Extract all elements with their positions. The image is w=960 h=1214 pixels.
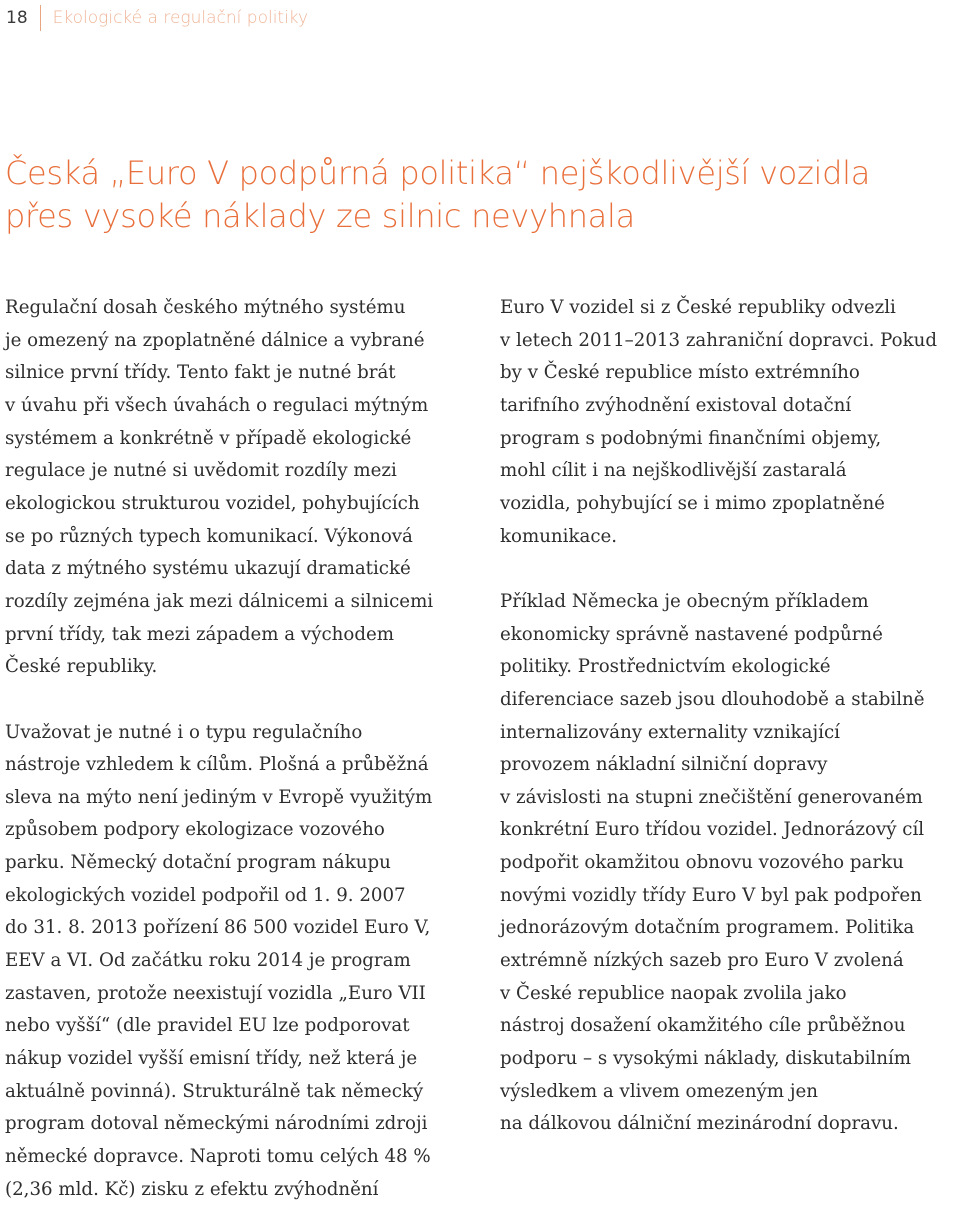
text-line: sleva na mýto není jediným v Evropě využitým [5, 786, 433, 808]
paragraph [500, 586, 958, 1141]
text-line: program s podobnými finančními objemy, [500, 427, 882, 449]
text-line: regulace je nutné si uvědomit rozdíly mezi [5, 460, 397, 482]
section-name: Ekologické a regulační politiky [52, 8, 309, 28]
text-line: v závislosti na stupni znečištění generovaném [500, 786, 923, 808]
text-line: nástroj dosažení okamžitého cíle průběžnou [500, 1015, 906, 1037]
paragraph [500, 292, 958, 553]
text-line: novými vozidly třídy Euro V byl pak podpořen [500, 884, 922, 906]
text-line: podporu – s vysokými náklady, diskutabilním [500, 1048, 912, 1070]
text-line: Příklad Německa je obecným příkladem [500, 590, 869, 612]
text-line: komunikace. [500, 525, 618, 547]
text-line: rozdíly zejména jak mezi dálnicemi a silnicemi [5, 590, 434, 612]
text-line: zastaven, protože neexistují vozidla „Euro VII [5, 982, 426, 1004]
page-header [6, 4, 308, 32]
text-line: v České republice naopak zvolila jako [500, 982, 847, 1004]
text-line: diferenciace sazeb jsou dlouhodobě a stabilně [500, 688, 925, 710]
text-line: Uvažovat je nutné i o typu regulačního [5, 721, 363, 743]
text-line: České republiky. [5, 656, 158, 678]
text-line: způsobem podpory ekologizace vozového [5, 819, 385, 841]
text-line: se po různých typech komunikací. Výkonová [5, 525, 413, 547]
text-line: výsledkem a vlivem omezeným jen [500, 1080, 818, 1102]
text-line: program dotoval německými národními zdroji [5, 1113, 428, 1135]
text-line: tarifního zvýhodnění existoval dotační [500, 394, 852, 416]
text-line: extrémně nízkých sazeb pro Euro V zvolená [500, 950, 904, 972]
text-line: mohl cílit i na nejškodlivější zastaralá [500, 460, 847, 482]
text-line: politiky. Prostřednictvím ekologické [500, 656, 831, 678]
text-line: je omezený na zpoplatněné dálnice a vybrané [5, 329, 425, 351]
text-line: (2,36 mld. Kč) zisku z efektu zvýhodnění [5, 1178, 379, 1200]
paragraph-gap [500, 553, 958, 586]
text-line: jednorázovým dotačním programem. Politika [500, 917, 915, 939]
text-line: aktuálně povinná). Strukturálně tak německý [5, 1080, 424, 1102]
text-line: v letech 2011–2013 zahraniční dopravci. Pokud [500, 329, 937, 351]
text-line: nákup vozidel vyšší emisní třídy, než která je [5, 1048, 418, 1070]
text-line: systémem a konkrétně v případě ekologické [5, 427, 412, 449]
left-column [5, 292, 477, 1206]
text-line: nebo vyšší“ (dle pravidel EU lze podporovat [5, 1015, 410, 1037]
page-number: 18 [6, 8, 28, 28]
paragraph [5, 292, 477, 684]
text-line: silnice první třídy. Tento fakt je nutné brát [5, 362, 396, 384]
text-line: konkrétní Euro třídou vozidel. Jednorázový cíl [500, 819, 925, 841]
text-line: by v České republice místo extrémního [500, 362, 860, 384]
paragraph [5, 717, 477, 1207]
text-line: německé dopravce. Naproti tomu celých 48 % [5, 1146, 431, 1168]
right-column [500, 292, 958, 1141]
text-line: vozidla, pohybující se i mimo zpoplatněné [500, 492, 885, 514]
text-line: podpořit okamžitou obnovu vozového parku [500, 852, 904, 874]
text-line: internalizovány externality vznikající [500, 721, 840, 743]
text-line: ekologických vozidel podpořil od 1. 9. 2007 [5, 884, 406, 906]
text-line: Euro V vozidel si z České republiky odvezli [500, 297, 896, 318]
text-line: ekonomicky správně nastavené podpůrné [500, 623, 883, 645]
text-line: do 31. 8. 2013 pořízení 86 500 vozidel Euro V, [5, 917, 431, 939]
text-line: první třídy, tak mezi západem a východem [5, 623, 394, 645]
paragraph-gap [5, 684, 477, 717]
text-line: na dálkovou dálniční mezinárodní dopravu. [500, 1113, 899, 1135]
article-title [5, 152, 955, 238]
title-line: přes vysoké náklady ze silnic nevyhnala [5, 197, 635, 235]
text-line: nástroje vzhledem k cílům. Plošná a průběžná [5, 754, 429, 776]
text-line: v úvahu při všech úvahách o regulaci mýtným [5, 394, 429, 416]
text-line: ekologickou strukturou vozidel, pohybujících [5, 492, 420, 514]
text-line: data z mýtného systému ukazují dramatické [5, 558, 411, 580]
text-line: EEV a VI. Od začátku roku 2014 je program [5, 950, 411, 972]
header-divider [40, 5, 41, 31]
text-line: provozem nákladní silniční dopravy [500, 754, 828, 776]
text-line: parku. Německý dotační program nákupu [5, 852, 391, 874]
text-line: Regulační dosah českého mýtného systému [5, 297, 406, 318]
title-line: Česká „Euro V podpůrná politika“ nejškodlivější vozidla [5, 154, 871, 192]
